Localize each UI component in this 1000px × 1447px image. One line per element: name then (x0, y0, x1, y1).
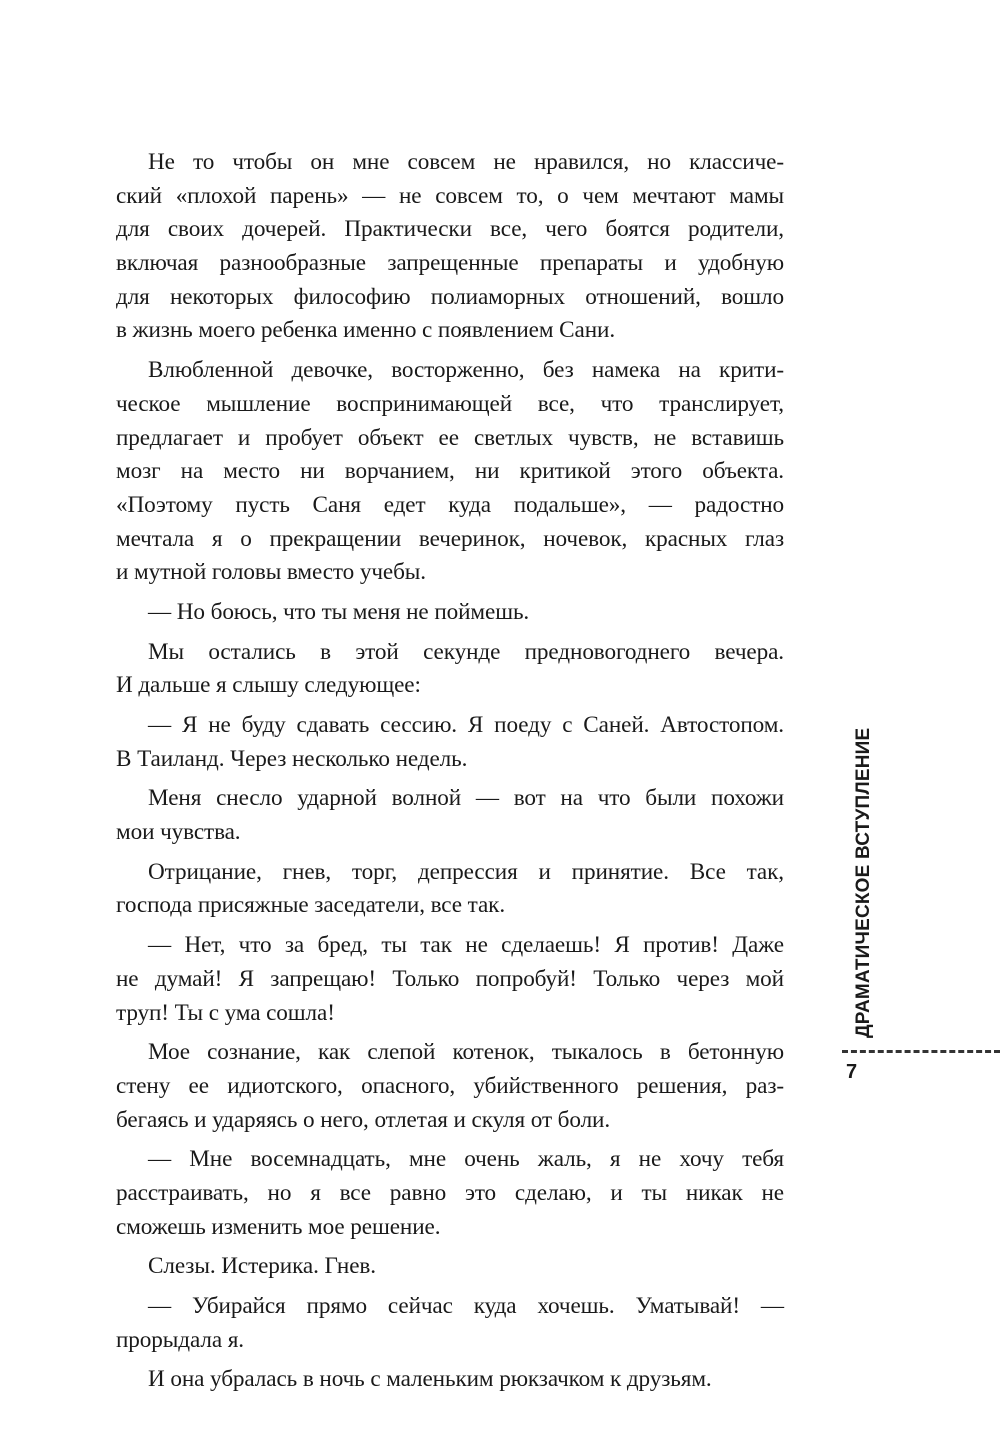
text-line: Мы остались в этой секунде предновогоднего вечера. (148, 638, 784, 665)
dashed-divider (842, 1050, 1000, 1053)
text-line: сможешь изменить мое решение. (116, 1213, 441, 1240)
text-line: стену ее идиотского, опасного, убийственного решения, раз- (116, 1072, 784, 1099)
text-line: ческое мышление воспринимающей все, что транслирует, (116, 390, 784, 417)
text-line: — Убирайся прямо сейчас куда хочешь. Уматывай! — (148, 1293, 784, 1319)
text-line: прорыдала я. (116, 1326, 244, 1353)
text-line: Меня снесло ударной волной — вот на что были похожи (148, 785, 784, 812)
text-line: Не то чтобы он мне совсем не нравился, но классиче- (148, 149, 784, 175)
paragraph (116, 1036, 784, 1137)
text-line: — Нет, что за бред, ты так не сделаешь! Я против! Даже (148, 932, 784, 959)
paragraph (116, 782, 784, 849)
paragraph (116, 146, 784, 348)
text-line: для некоторых философию полиаморных отношений, вошло (116, 283, 784, 310)
paragraph (116, 929, 784, 1030)
paragraph (116, 709, 784, 776)
text-line: предлагает и пробует объект ее светлых чувств, не вставишь (116, 424, 784, 451)
body-text (116, 146, 784, 1397)
text-line: и мутной головы вместо учебы. (116, 559, 426, 586)
text-line: мозг на место ни ворчанием, ни критикой этого объекта. (116, 458, 784, 485)
paragraph (116, 1250, 784, 1284)
text-line: И она убралась в ночь с маленьким рюкзачком к друзьям. (148, 1366, 712, 1393)
text-line: расстраивать, но я все равно это сделаю, и ты никак не (116, 1179, 784, 1206)
paragraph (116, 636, 784, 703)
text-line: для своих дочерей. Практически все, чего боятся родители, (116, 216, 784, 243)
paragraph (116, 856, 784, 923)
text-line: бегаясь и ударяясь о него, отлетая и скуля от боли. (116, 1106, 611, 1133)
text-line: — Я не буду сдавать сессию. Я поеду с Саней. Автостопом. (148, 712, 784, 738)
text-line: ский «плохой парень» — не совсем то, о чем мечтают мамы (116, 182, 784, 209)
text-line: Мое сознание, как слепой котенок, тыкалось в бетонную (148, 1039, 784, 1066)
text-line: — Мне восемнадцать, мне очень жаль, я не хочу тебя (148, 1146, 784, 1173)
text-line: Влюбленной девочке, восторженно, без намека на крити- (148, 357, 784, 384)
page-number: 7 (846, 1061, 858, 1083)
text-line: труп! Ты с ума сошла! (116, 999, 335, 1026)
text-line: в жизнь моего ребенка именно с появлением Сани. (116, 317, 616, 344)
paragraph (116, 1290, 784, 1357)
text-line: мои чувства. (116, 819, 241, 846)
text-line: В Таиланд. Через несколько недель. (116, 745, 468, 772)
text-line: И дальше я слышу следующее: (116, 672, 421, 699)
paragraph (116, 354, 784, 590)
running-head: ДРАМАТИЧЕСКОЕ ВСТУПЛЕНИЕ (853, 727, 874, 1038)
text-line: мечтала я о прекращении вечеринок, ночевок, красных глаз (116, 525, 784, 552)
text-line: включая разнообразные запрещенные препараты и удобную (116, 250, 784, 277)
text-line: «Поэтому пусть Саня едет куда подальше», — радостно (116, 491, 784, 518)
text-line: — Но боюсь, что ты меня не поймешь. (148, 598, 530, 625)
paragraph (116, 596, 784, 630)
text-line: господа присяжные заседатели, все так. (116, 892, 506, 919)
paragraph (116, 1363, 784, 1397)
paragraph (116, 1143, 784, 1244)
text-line: Отрицание, гнев, торг, депрессия и принятие. Все так, (148, 858, 784, 885)
text-line: не думай! Я запрещаю! Только попробуй! Только через мой (116, 965, 784, 992)
text-line: Слезы. Истерика. Гнев. (148, 1253, 376, 1280)
